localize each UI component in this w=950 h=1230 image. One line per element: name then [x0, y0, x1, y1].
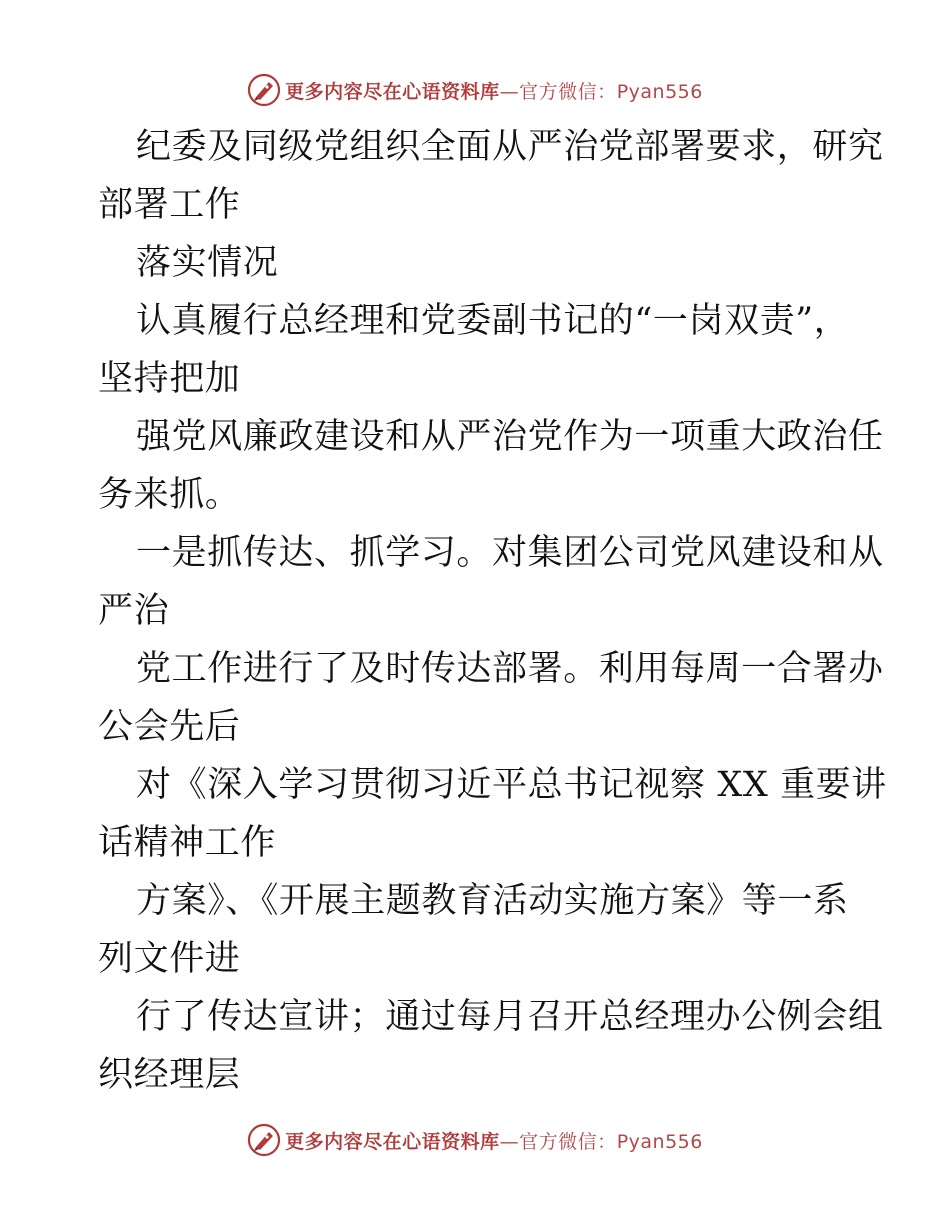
paragraph-line: 严治: [98, 591, 170, 631]
paragraph-line: 认真履行总经理和党委副书记的“一岗双责”，: [136, 301, 850, 341]
paragraph-line: 织经理层: [98, 1055, 241, 1095]
banner-brand: 更多内容尽在心语资料库: [285, 1130, 500, 1153]
paragraph-line: 务来抓。: [98, 475, 241, 515]
paragraph-line: 坚持把加: [98, 359, 241, 399]
header-watermark-banner: [0, 70, 950, 110]
paragraph-line: 方案》、《开展主题教育活动实施方案》等一系: [136, 881, 849, 921]
paragraph-line: 对《深入学习贯彻习近平总书记视察 XX 重要讲: [136, 765, 887, 805]
paragraph-line: 列文件进: [98, 939, 241, 979]
banner-wechat-label: 官方微信：: [519, 1130, 617, 1153]
paragraph-line: 部署工作: [98, 185, 241, 225]
paragraph-line: 公会先后: [98, 707, 241, 747]
banner-wechat-label: 官方微信：: [519, 80, 617, 103]
pen-nib-logo-icon: [247, 1123, 281, 1157]
banner-wechat-id: Pyan556: [616, 1130, 703, 1153]
banner-dash: —: [499, 80, 520, 103]
banner-wechat-id: Pyan556: [616, 80, 703, 103]
paragraph-line: 纪委及同级党组织全面从严治党部署要求，研究: [136, 127, 884, 167]
document-body: [98, 118, 887, 1104]
banner-dash: —: [499, 1130, 520, 1153]
footer-watermark-banner: [0, 1120, 950, 1160]
banner-text: [285, 77, 703, 104]
paragraph-line: 一是抓传达、抓学习。对集团公司党风建设和从: [136, 533, 884, 573]
paragraph-line: 话精神工作: [98, 823, 277, 863]
banner-text: [285, 1127, 703, 1154]
banner-brand: 更多内容尽在心语资料库: [285, 80, 500, 103]
paragraph-line: 强党风廉政建设和从严治党作为一项重大政治任: [136, 417, 884, 457]
pen-nib-logo-icon: [247, 73, 281, 107]
paragraph-line: 行了传达宣讲；通过每月召开总经理办公例会组: [136, 997, 884, 1037]
paragraph-line: 落实情况: [136, 243, 279, 283]
paragraph-line: 党工作进行了及时传达部署。利用每周一合署办: [136, 649, 884, 689]
